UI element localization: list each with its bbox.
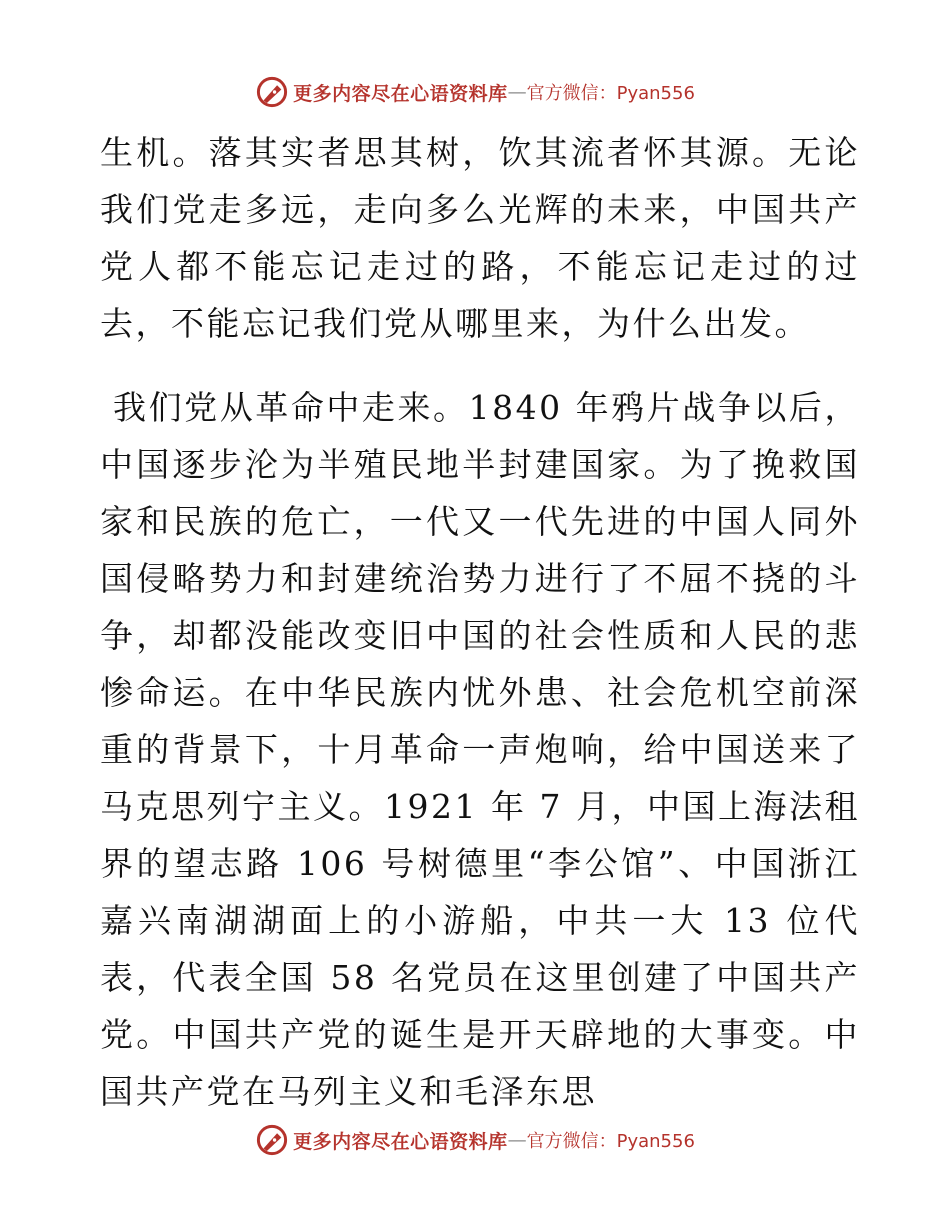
footer-wechat-text: 官方微信：Pyan556 [526, 1131, 695, 1152]
footer-banner [0, 1120, 950, 1160]
footer-brand-text: 更多内容尽在心语资料库 [293, 1130, 508, 1153]
document-body [100, 124, 860, 1120]
footer-separator: — [507, 1129, 527, 1151]
header-wechat-text: 官方微信：Pyan556 [526, 83, 695, 104]
pen-nib-logo-icon [255, 1123, 289, 1157]
header-brand-text: 更多内容尽在心语资料库 [293, 82, 508, 105]
paragraph-1: 生机。落其实者思其树，饮其流者怀其源。无论我们党走多远，走向多么光辉的未来，中国共产党人都不能忘记走过的路，不能忘记走过的过去，不能忘记我们党从哪里来，为什么出发。 [100, 133, 860, 343]
pen-nib-logo-icon [255, 75, 289, 109]
header-banner [0, 72, 950, 112]
header-separator: — [507, 81, 527, 103]
paragraph-2: 我们党从革命中走来。1840 年鸦片战争以后，中国逐步沦为半殖民地半封建国家。为了挽救国家和民族的危亡，一代又一代先进的中国人同外国侵略势力和封建统治势力进行了不屈不挠的斗争，却都没能改变旧中国的社会性质和人民的悲惨命运。在中华民族内忧外患、社会危机空前深重的背景下，十月革命一声炮响，给中国送来了马克思列宁主义。1921 年 7 月，中国上海法租界的望志路 106 号树德里“李公馆”、中国浙江嘉兴南湖湖面上的小游船，中共一大 13 位代表，代表全国 58 名党员在这里创建了中国共产党。中国共产党的诞生是开天辟地的大事变。中国共产党在马列主义和毛泽东思 [100, 388, 860, 1111]
